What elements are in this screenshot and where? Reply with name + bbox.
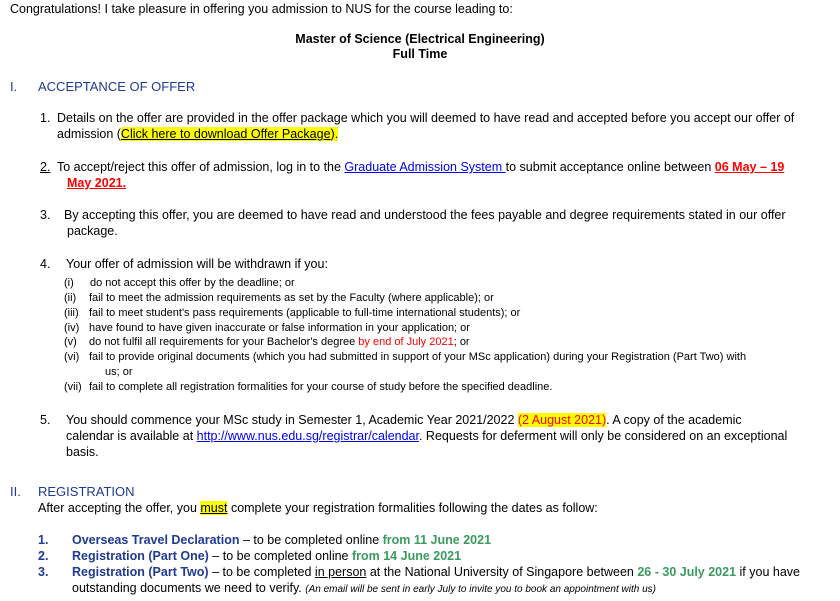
item5-start-date: (2 August 2021) [517,413,607,427]
section1-title: ACCEPTANCE OF OFFER [38,79,196,94]
reg-item3-line2-text: outstanding documents we need to verify. [72,581,302,595]
sub-item-v-post: ; or [453,336,470,348]
section2-intro-pre: After accepting the offer, you [38,501,201,515]
section2-number: II. [10,484,21,499]
sub-item-iv-number: (iv) [64,322,80,334]
calendar-link[interactable]: http://www.nus.edu.sg/registrar/calendar [196,429,419,443]
sub-item-vii-number: (vii) [64,381,82,393]
intro-text: Congratulations! I take pleasure in offering you admission to NUS for the course leading to: [10,2,513,16]
reg-item3-mid-post: at the National University of Singapore between [366,565,638,579]
section2-intro-must: must [200,501,228,515]
item5-line2-post: . Requests for deferment will only be considered on an exceptional [418,429,788,443]
item3-line2: package. [67,224,118,238]
sub-item-i-text: do not accept this offer by the deadline; or [90,277,295,289]
section2-intro-post: complete your registration formalities following the dates as follow: [227,501,598,515]
item1-line2-pre: admission ( [57,127,121,141]
graduate-admission-system-link[interactable]: Graduate Admission System [344,160,506,174]
sub-item-iii-text: fail to meet student's pass requirements (applicable to full-time international students); or [89,307,521,319]
reg-item1-date: from 11 June 2021 [382,533,492,547]
reg-item1-number: 1. [38,533,49,547]
reg-item3-date: 26 - 30 July 2021 [637,565,737,579]
item5-post: . A copy of the academic [606,413,742,427]
reg-item2-date: from 14 June 2021 [351,549,462,563]
sub-item-v-pre: do not fulfil all requirements for your Bachelor's degree [89,336,359,348]
sub-item-iii-number: (iii) [64,307,79,319]
reg-item1-mid: – to be completed online [239,533,383,547]
reg-item3-in-person: in person [314,565,367,579]
item4-number: 4. [40,257,51,271]
reg-item3-mid-pre: – to be completed [208,565,315,579]
section1-number: I. [10,79,18,94]
item2-pre: To accept/reject this offer of admission, log in to the [57,160,345,174]
item2-mid: to submit acceptance online between [505,160,715,174]
section2-intro [38,501,598,515]
item1-line2 [57,127,338,141]
reg-item3-note: (An email will be sent in early July to invite you to book an appointment with us) [305,584,656,595]
sub-item-ii-number: (ii) [64,292,77,304]
reg-item3-post: if you have [736,565,800,579]
reg-item2-name: Registration (Part One) [72,549,209,563]
sub-item-v-number: (v) [64,336,77,348]
item1-line1: Details on the offer are provided in the offer package which you will deemed to have read and accepted before you accept our offer of [57,111,795,125]
item5-line2 [66,429,787,443]
reg-item2-mid: – to be completed online [208,549,352,563]
item2-dates-part1: 06 May – 19 [714,160,785,174]
item5-pre: You should commence your MSc study in Semester 1, Academic Year 2021/2022 [66,413,518,427]
sub-item-ii-text: fail to meet the admission requirements as set by the Faculty (where applicable); or [89,292,494,304]
item5-number: 5. [40,413,51,427]
item3-line1: By accepting this offer, you are deemed to have read and understood the fees payable and degree requirements stated in our offer [64,208,786,222]
item1-number: 1. [40,111,51,125]
reg-item2 [72,549,461,563]
course-title: Master of Science (Electrical Engineering) [295,32,545,46]
sub-item-vi-text: fail to provide original documents (which you had submitted in support of your MSc application) during your Registration (Part Two) with [89,351,747,363]
sub-item-iv-text: have found to have given inaccurate or false information in your application; or [89,322,470,334]
sub-item-v-deadline: by end of July 2021 [358,336,454,348]
sub-item-vi-text2: us; or [105,366,133,378]
item5-line1 [66,413,742,427]
item3-number: 3. [40,208,51,222]
section2-title: REGISTRATION [38,484,135,499]
reg-item1 [72,533,491,547]
sub-item-vii-text: fail to complete all registration formalities for your course of study before the specified deadline. [89,381,553,393]
offer-package-link[interactable]: Click here to download Offer Package [120,127,331,141]
item2-line1 [57,160,784,174]
sub-item-vi-number: (vi) [64,351,80,363]
reg-item3 [72,565,800,579]
item5-line2-pre: calendar is available at [66,429,197,443]
reg-item3-line2 [72,581,656,595]
item5-line3: basis. [66,445,99,459]
reg-item1-name: Overseas Travel Declaration [72,533,240,547]
course-mode: Full Time [392,47,448,61]
reg-item3-name: Registration (Part Two) [72,565,209,579]
item2-dates-part2: May 2021. [67,176,127,190]
reg-item3-number: 3. [38,565,49,579]
reg-item2-number: 2. [38,549,49,563]
item4-text: Your offer of admission will be withdrawn if you: [66,257,328,271]
sub-item-v-text [89,336,470,348]
item1-line2-post: ). [330,127,339,141]
item2-number: 2. [40,160,51,174]
sub-item-i-number: (i) [64,277,74,289]
